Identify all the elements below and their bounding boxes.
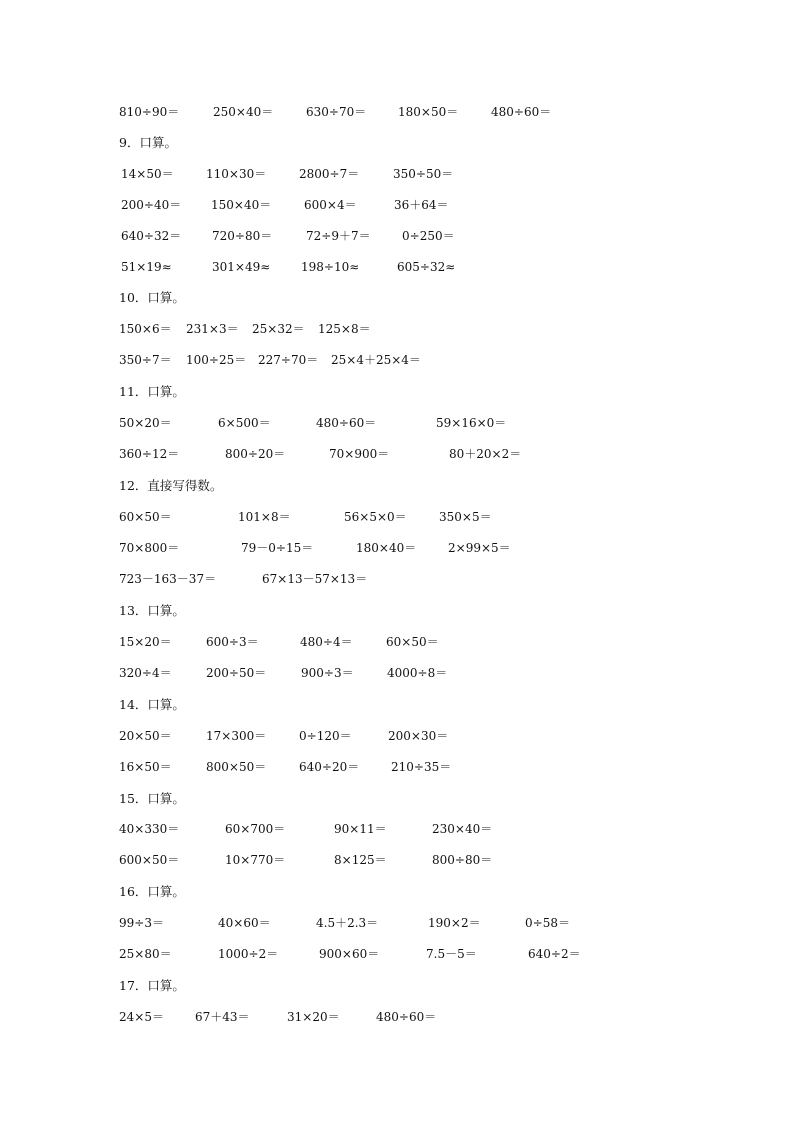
- problem: 605÷32≈: [397, 260, 456, 274]
- problem: 50×20＝: [119, 416, 172, 430]
- problem: 79－0÷15＝: [241, 541, 314, 555]
- problem: 150×40＝: [211, 198, 272, 212]
- problem: 70×900＝: [329, 447, 390, 461]
- section-heading: 9．口算。: [119, 135, 177, 150]
- problem: 8×125＝: [334, 853, 387, 867]
- problem: 480÷60＝: [376, 1010, 437, 1024]
- problem: 640÷20＝: [299, 760, 360, 774]
- problem: 10×770＝: [225, 853, 286, 867]
- problem: 100÷25＝: [186, 353, 247, 367]
- section-heading: 12．直接写得数。: [119, 478, 223, 493]
- problem: 51×19≈: [121, 260, 172, 274]
- problem: 230×40＝: [432, 822, 493, 836]
- problem: 630÷70＝: [306, 105, 367, 119]
- problem: 800×50＝: [206, 760, 267, 774]
- problem: 56×5×0＝: [344, 510, 407, 524]
- problem: 180×50＝: [398, 105, 459, 119]
- problem: 231×3＝: [186, 322, 239, 336]
- problem: 40×60＝: [218, 916, 271, 930]
- problem: 70×800＝: [119, 541, 180, 555]
- section-heading: 15．口算。: [119, 791, 185, 806]
- section-heading: 17．口算。: [119, 978, 185, 993]
- problem: 59×16×0＝: [436, 416, 507, 430]
- problem: 227÷70＝: [258, 353, 319, 367]
- problem: 600×50＝: [119, 853, 180, 867]
- problem: 0÷120＝: [299, 729, 352, 743]
- problem: 350÷50＝: [393, 167, 454, 181]
- problem: 198÷10≈: [301, 260, 360, 274]
- problem: 60×50＝: [386, 635, 439, 649]
- problem: 723－163－37＝: [119, 572, 217, 586]
- problem: 800÷80＝: [432, 853, 493, 867]
- problem: 480÷4＝: [300, 635, 353, 649]
- problem: 350÷7＝: [119, 353, 172, 367]
- problem: 4000÷8＝: [387, 666, 448, 680]
- problem: 67＋43＝: [195, 1010, 250, 1024]
- problem: 125×8＝: [318, 322, 371, 336]
- problem: 16×50＝: [119, 760, 172, 774]
- problem: 900×60＝: [319, 947, 380, 961]
- problem: 40×330＝: [119, 822, 180, 836]
- section-heading: 13．口算。: [119, 603, 185, 618]
- problem: 350×5＝: [439, 510, 492, 524]
- problem: 25×80＝: [119, 947, 172, 961]
- problem: 600×4＝: [304, 198, 357, 212]
- problem: 150×6＝: [119, 322, 172, 336]
- problem: 480÷60＝: [491, 105, 552, 119]
- problem: 6×500＝: [218, 416, 271, 430]
- problem: 4.5＋2.3＝: [316, 916, 379, 930]
- problem: 25×4＋25×4＝: [331, 353, 421, 367]
- problem: 67×13－57×13＝: [262, 572, 368, 586]
- problem: 180×40＝: [356, 541, 417, 555]
- problem: 110×30＝: [206, 167, 267, 181]
- section-heading: 14．口算。: [119, 697, 185, 712]
- problem: 480÷60＝: [316, 416, 377, 430]
- problem: 14×50＝: [121, 167, 174, 181]
- problem: 301×49≈: [212, 260, 271, 274]
- problem: 360÷12＝: [119, 447, 180, 461]
- problem: 0÷58＝: [525, 916, 570, 930]
- problem: 320÷4＝: [119, 666, 172, 680]
- section-heading: 11．口算。: [119, 384, 185, 399]
- problem: 640÷2＝: [528, 947, 581, 961]
- problem: 190×2＝: [428, 916, 481, 930]
- problem: 36＋64＝: [394, 198, 449, 212]
- problem: 24×5＝: [119, 1010, 164, 1024]
- problem: 2800÷7＝: [299, 167, 360, 181]
- problem: 7.5－5＝: [426, 947, 477, 961]
- problem: 72÷9＋7＝: [306, 229, 371, 243]
- problem: 31×20＝: [287, 1010, 340, 1024]
- problem: 25×32＝: [252, 322, 305, 336]
- section-heading: 10．口算。: [119, 290, 185, 305]
- problem: 210÷35＝: [391, 760, 452, 774]
- problem: 15×20＝: [119, 635, 172, 649]
- problem: 17×300＝: [206, 729, 267, 743]
- problem: 640÷32＝: [121, 229, 182, 243]
- problem: 200÷40＝: [121, 198, 182, 212]
- problem: 60×50＝: [119, 510, 172, 524]
- problem: 900÷3＝: [301, 666, 354, 680]
- problem: 200×30＝: [388, 729, 449, 743]
- problem: 800÷20＝: [225, 447, 286, 461]
- problem: 200÷50＝: [206, 666, 267, 680]
- problem: 0÷250＝: [402, 229, 455, 243]
- problem: 80＋20×2＝: [449, 447, 522, 461]
- problem: 101×8＝: [238, 510, 291, 524]
- problem: 250×40＝: [213, 105, 274, 119]
- problem: 90×11＝: [334, 822, 387, 836]
- section-heading: 16．口算。: [119, 884, 185, 899]
- problem: 1000÷2＝: [218, 947, 279, 961]
- problem: 810÷90＝: [119, 105, 180, 119]
- problem: 20×50＝: [119, 729, 172, 743]
- problem: 2×99×5＝: [448, 541, 511, 555]
- problem: 720÷80＝: [212, 229, 273, 243]
- problem: 60×700＝: [225, 822, 286, 836]
- problem: 600÷3＝: [206, 635, 259, 649]
- problem: 99÷3＝: [119, 916, 164, 930]
